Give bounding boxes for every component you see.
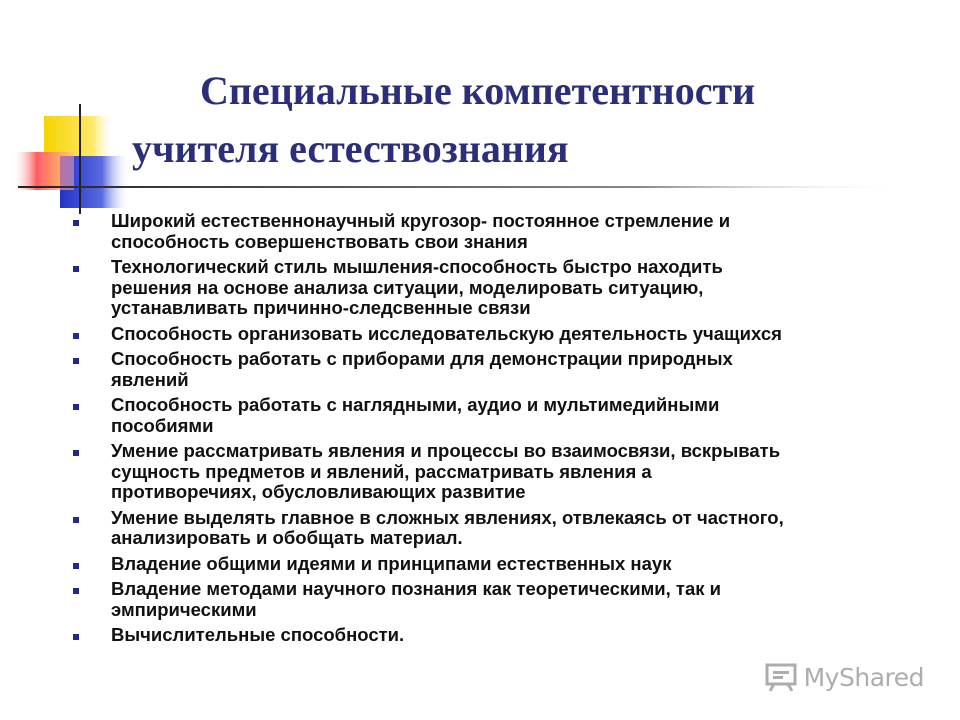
bullet-text: Технологический стиль мышления-способность быстро находить решения на основе анализа ситуации, моделировать ситуацию, устанавливать причинно-следсвенные связи — [111, 256, 723, 318]
bullet-item — [70, 441, 940, 503]
bullet-list — [70, 211, 940, 651]
bullet-item — [70, 324, 940, 345]
slide-title-line2: учителя естествознания — [132, 126, 569, 171]
presentation-board-icon — [764, 662, 798, 692]
deco-red-square — [12, 152, 74, 190]
bullet-item — [70, 554, 940, 575]
bullet-square-icon — [73, 450, 79, 456]
bullet-square-icon — [73, 517, 79, 523]
bullet-square-icon — [73, 333, 79, 339]
bullet-text: Вычислительные способности. — [111, 624, 405, 645]
myshared-watermark — [764, 662, 924, 692]
bullet-item — [70, 579, 940, 620]
watermark-text: MyShared — [803, 662, 924, 692]
bullet-item — [70, 625, 940, 646]
bullet-text: Умение рассматривать явления и процессы во взаимосвязи, вскрывать сущность предметов и явлений, рассматривать явления а противоречиях, обусловливающих развитие — [111, 440, 781, 502]
bullet-text: Владение методами научного познания как теоретическими, так и эмпирическими — [111, 578, 722, 620]
bullet-text: Широкий естественнонаучный кругозор- постоянное стремление и способность совершенствовать свои знания — [111, 210, 731, 252]
bullet-square-icon — [73, 634, 79, 640]
bullet-text: Способность работать с приборами для демонстрации природных явлений — [111, 348, 733, 390]
bullet-text: Владение общими идеями и принципами естественных наук — [111, 552, 672, 574]
deco-vertical-line — [79, 104, 81, 214]
bullet-text: Способность работать с наглядными, аудио и мультимедийными пособиями — [111, 394, 720, 436]
bullet-item — [70, 257, 940, 319]
slide-title-line1: Специальные компетентности — [200, 68, 756, 113]
bullet-square-icon — [73, 266, 79, 272]
title-underline — [18, 186, 908, 188]
bullet-square-icon — [73, 404, 79, 410]
slide-title — [132, 62, 932, 178]
bullet-item — [70, 349, 940, 390]
bullet-text: Способность организовать исследовательскую деятельность учащихся — [111, 322, 782, 344]
bullet-square-icon — [73, 588, 79, 594]
bullet-item — [70, 508, 940, 549]
bullet-square-icon — [73, 220, 79, 226]
bullet-text: Умение выделять главное в сложных явлениях, отвлекаясь от частного, анализировать и обобщать материал. — [111, 506, 784, 548]
bullet-item — [70, 211, 940, 252]
bullet-square-icon — [73, 358, 79, 364]
bullet-square-icon — [73, 563, 79, 569]
bullet-item — [70, 395, 940, 436]
